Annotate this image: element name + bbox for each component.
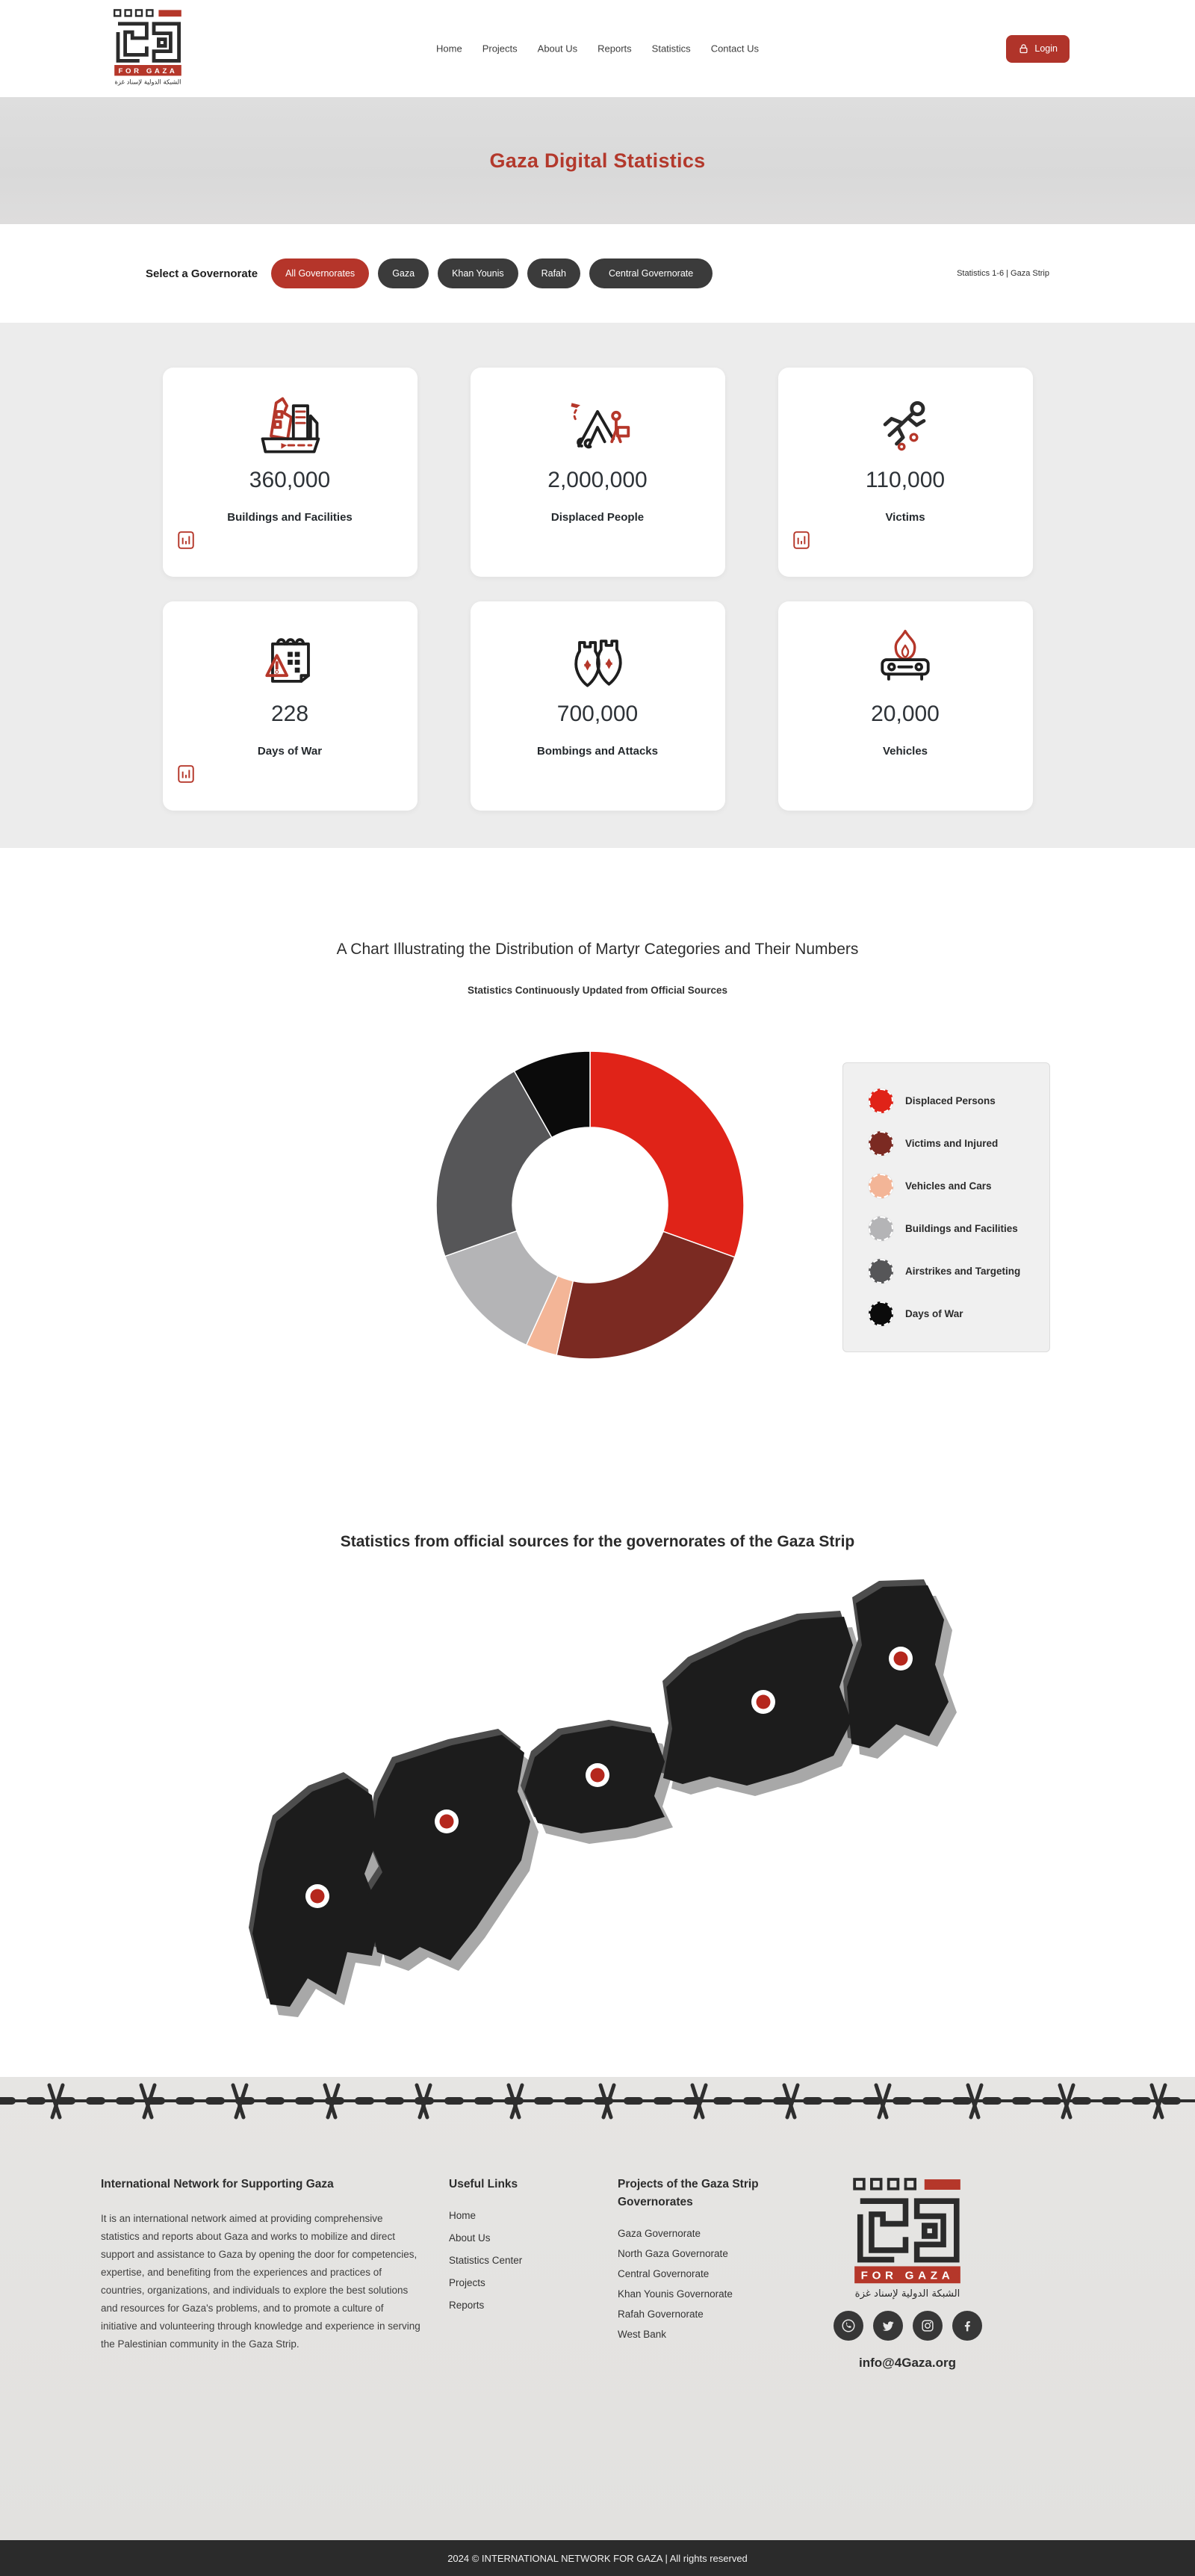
nav-about-us[interactable]: About Us	[537, 43, 578, 55]
barbed-wire-divider	[0, 2081, 1195, 2120]
legend-label: Buildings and Facilities	[905, 1223, 1018, 1234]
stat-label: Days of War	[257, 745, 323, 758]
login-button[interactable]	[1006, 35, 1070, 63]
filter-label: Select a Governorate	[146, 267, 258, 280]
nav-statistics[interactable]: Statistics	[651, 43, 691, 55]
gaza-strip-map-section	[0, 1532, 1195, 2077]
stat-card-buildings	[163, 368, 418, 577]
footer-about-text: It is an international network aimed at providing comprehensive statistics and reports about Gaza and works to mobilize and direct support and assistance to Gaza by opening the door for competencies, expertise, and benefiting from the experiences and practices of countries, organizations, and individuals to explore the best solutions and resources for Gaza's problems, and to promote a culture of initiative and volunteering through knowledge and experience in serving the Palestinian community in the Gaza Strip.	[101, 2213, 420, 2350]
footer-link-khan-younis-governorate[interactable]: Khan Younis Governorate	[618, 2288, 733, 2300]
stat-card-bombings	[471, 601, 725, 811]
twitter-icon[interactable]	[873, 2311, 903, 2341]
site-logo[interactable]	[112, 7, 184, 90]
page-title: Gaza Digital Statistics	[489, 149, 706, 172]
map-marker-north-gaza[interactable]	[889, 1647, 913, 1671]
fallen-victim-icon	[869, 391, 941, 463]
footer-link-about-us[interactable]: About Us	[449, 2232, 491, 2244]
legend-swatch	[869, 1174, 893, 1198]
footer-brand-column	[818, 2176, 997, 2371]
legend-label: Airstrikes and Targeting	[905, 1266, 1021, 1277]
contact-email[interactable]: info@4Gaza.org	[859, 2356, 956, 2370]
footer-link-rafah-governorate[interactable]: Rafah Governorate	[618, 2309, 704, 2320]
stat-label: Buildings and Facilities	[227, 511, 353, 524]
stat-card-displaced	[471, 368, 725, 577]
war-calendar-icon	[254, 625, 326, 697]
footer-about-title: International Network for Supporting Gaza	[101, 2178, 334, 2190]
destroyed-buildings-icon	[254, 391, 326, 463]
map-marker-rafah[interactable]	[305, 1884, 329, 1908]
stat-value: 2,000,000	[547, 468, 648, 492]
donut-segment-victims-and-injured[interactable]	[556, 1231, 735, 1359]
footer-projects-column	[618, 2176, 791, 2371]
stat-label: Victims	[885, 511, 925, 524]
stat-label: Bombings and Attacks	[537, 745, 658, 758]
pill-khan-younis[interactable]: Khan Younis	[438, 258, 518, 288]
legend-label: Days of War	[905, 1308, 963, 1319]
footer-link-statistics-center[interactable]: Statistics Center	[449, 2255, 523, 2267]
bar-chart-icon[interactable]	[176, 764, 196, 784]
stat-card-days-of-war	[163, 601, 418, 811]
chart-title: A Chart Illustrating the Distribution of Martyr Categories and Their Numbers	[336, 941, 859, 958]
stat-label: Vehicles	[882, 745, 928, 758]
pill-all-governorates[interactable]: All Governorates	[271, 258, 369, 288]
legend-swatch	[869, 1259, 893, 1284]
martyr-categories-donut-chart	[435, 1050, 745, 1360]
legend-item-days-of-war	[869, 1301, 1034, 1326]
nav-home[interactable]: Home	[436, 43, 462, 55]
governorate-pills	[271, 258, 713, 288]
legend-item-displaced-persons	[869, 1089, 1034, 1113]
logo-arabic-subtitle: الشبكة الدولية لإسناد غزة	[114, 78, 181, 86]
svg-text:الشبكة الدولية لإسناد غزة: الشبكة الدولية لإسناد غزة	[854, 2288, 960, 2300]
legend-swatch	[869, 1216, 893, 1241]
lock-icon	[1018, 43, 1029, 55]
footer-useful-links-column	[449, 2176, 591, 2371]
footer-link-central-governorate[interactable]: Central Governorate	[618, 2268, 710, 2280]
legend-label: Victims and Injured	[905, 1138, 999, 1149]
martyr-distribution-chart-section	[0, 848, 1195, 1532]
stat-value: 700,000	[556, 702, 639, 726]
footer-link-gaza-governorate[interactable]: Gaza Governorate	[618, 2228, 701, 2240]
bar-chart-icon[interactable]	[792, 530, 811, 550]
for-gaza-logo-icon	[112, 7, 184, 87]
statistics-range-label: Statistics 1-6 | Gaza Strip	[957, 269, 1049, 278]
displaced-people-tent-icon	[562, 391, 633, 463]
legend-swatch	[869, 1301, 893, 1326]
stat-value: 228	[270, 702, 309, 726]
social-icons-row	[834, 2311, 982, 2341]
footer-link-projects[interactable]: Projects	[449, 2277, 485, 2289]
whatsapp-icon[interactable]	[834, 2311, 863, 2341]
main-nav	[436, 43, 759, 55]
footer-for-gaza-logo	[851, 2176, 964, 2300]
chart-subtitle: Statistics Continuously Updated from Official Sources	[467, 985, 728, 996]
stat-card-victims	[778, 368, 1033, 577]
stat-value: 20,000	[871, 702, 940, 726]
svg-text:FOR GAZA: FOR GAZA	[860, 2269, 955, 2282]
footer-link-west-bank[interactable]: West Bank	[618, 2329, 667, 2341]
footer-link-reports[interactable]: Reports	[449, 2300, 485, 2312]
site-header	[0, 0, 1195, 97]
donut-segment-displaced-persons[interactable]	[590, 1051, 744, 1257]
legend-label: Displaced Persons	[905, 1095, 996, 1106]
bar-chart-icon[interactable]	[176, 530, 196, 550]
statistics-cards-section	[0, 323, 1195, 848]
bombs-icon	[562, 625, 633, 697]
map-marker-central-governorate[interactable]	[586, 1763, 609, 1787]
legend-label: Vehicles and Cars	[905, 1180, 992, 1192]
copyright-bar	[0, 2540, 1195, 2576]
footer-about-column	[101, 2176, 422, 2371]
burning-car-icon	[869, 625, 941, 697]
footer-link-home[interactable]: Home	[449, 2210, 477, 2222]
nav-contact-us[interactable]: Contact Us	[710, 43, 759, 55]
legend-item-airstrikes-targeting	[869, 1259, 1034, 1284]
stat-value: 110,000	[865, 468, 946, 492]
nav-projects[interactable]: Projects	[482, 43, 518, 55]
legend-item-vehicles-cars	[869, 1174, 1034, 1198]
site-footer	[0, 2077, 1195, 2540]
pill-central-governorate[interactable]: Central Governorate	[589, 258, 713, 288]
stat-label: Displaced People	[550, 511, 645, 524]
facebook-icon[interactable]	[952, 2311, 982, 2341]
copyright-text: 2024 © INTERNATIONAL NETWORK FOR GAZA | All rights reserved	[447, 2552, 748, 2564]
hero-banner	[0, 97, 1195, 224]
stat-value: 360,000	[249, 468, 331, 492]
footer-link-north-gaza-governorate[interactable]: North Gaza Governorate	[618, 2248, 728, 2260]
gaza-strip-governorates-map	[224, 1575, 971, 2031]
pill-rafah[interactable]: Rafah	[527, 258, 580, 288]
nav-reports[interactable]: Reports	[598, 43, 632, 55]
logo-banner-text: FOR GAZA	[118, 66, 178, 75]
legend-item-victims-injured	[869, 1131, 1034, 1156]
map-marker-gaza[interactable]	[751, 1690, 775, 1714]
login-label: Login	[1034, 43, 1058, 54]
legend-swatch	[869, 1131, 893, 1156]
instagram-icon[interactable]	[913, 2311, 943, 2341]
footer-projects-title: Projects of the Gaza Strip Governorates	[618, 2178, 759, 2209]
governorate-filter-bar	[0, 224, 1195, 323]
map-title: Statistics from official sources for the governorates of the Gaza Strip	[340, 1533, 855, 1550]
pill-gaza[interactable]: Gaza	[378, 258, 429, 288]
footer-links-title: Useful Links	[449, 2178, 518, 2190]
chart-legend	[842, 1062, 1050, 1352]
legend-swatch	[869, 1089, 893, 1113]
stat-card-vehicles	[778, 601, 1033, 811]
map-marker-khan-younis[interactable]	[435, 1809, 459, 1833]
legend-item-buildings-facilities	[869, 1216, 1034, 1241]
